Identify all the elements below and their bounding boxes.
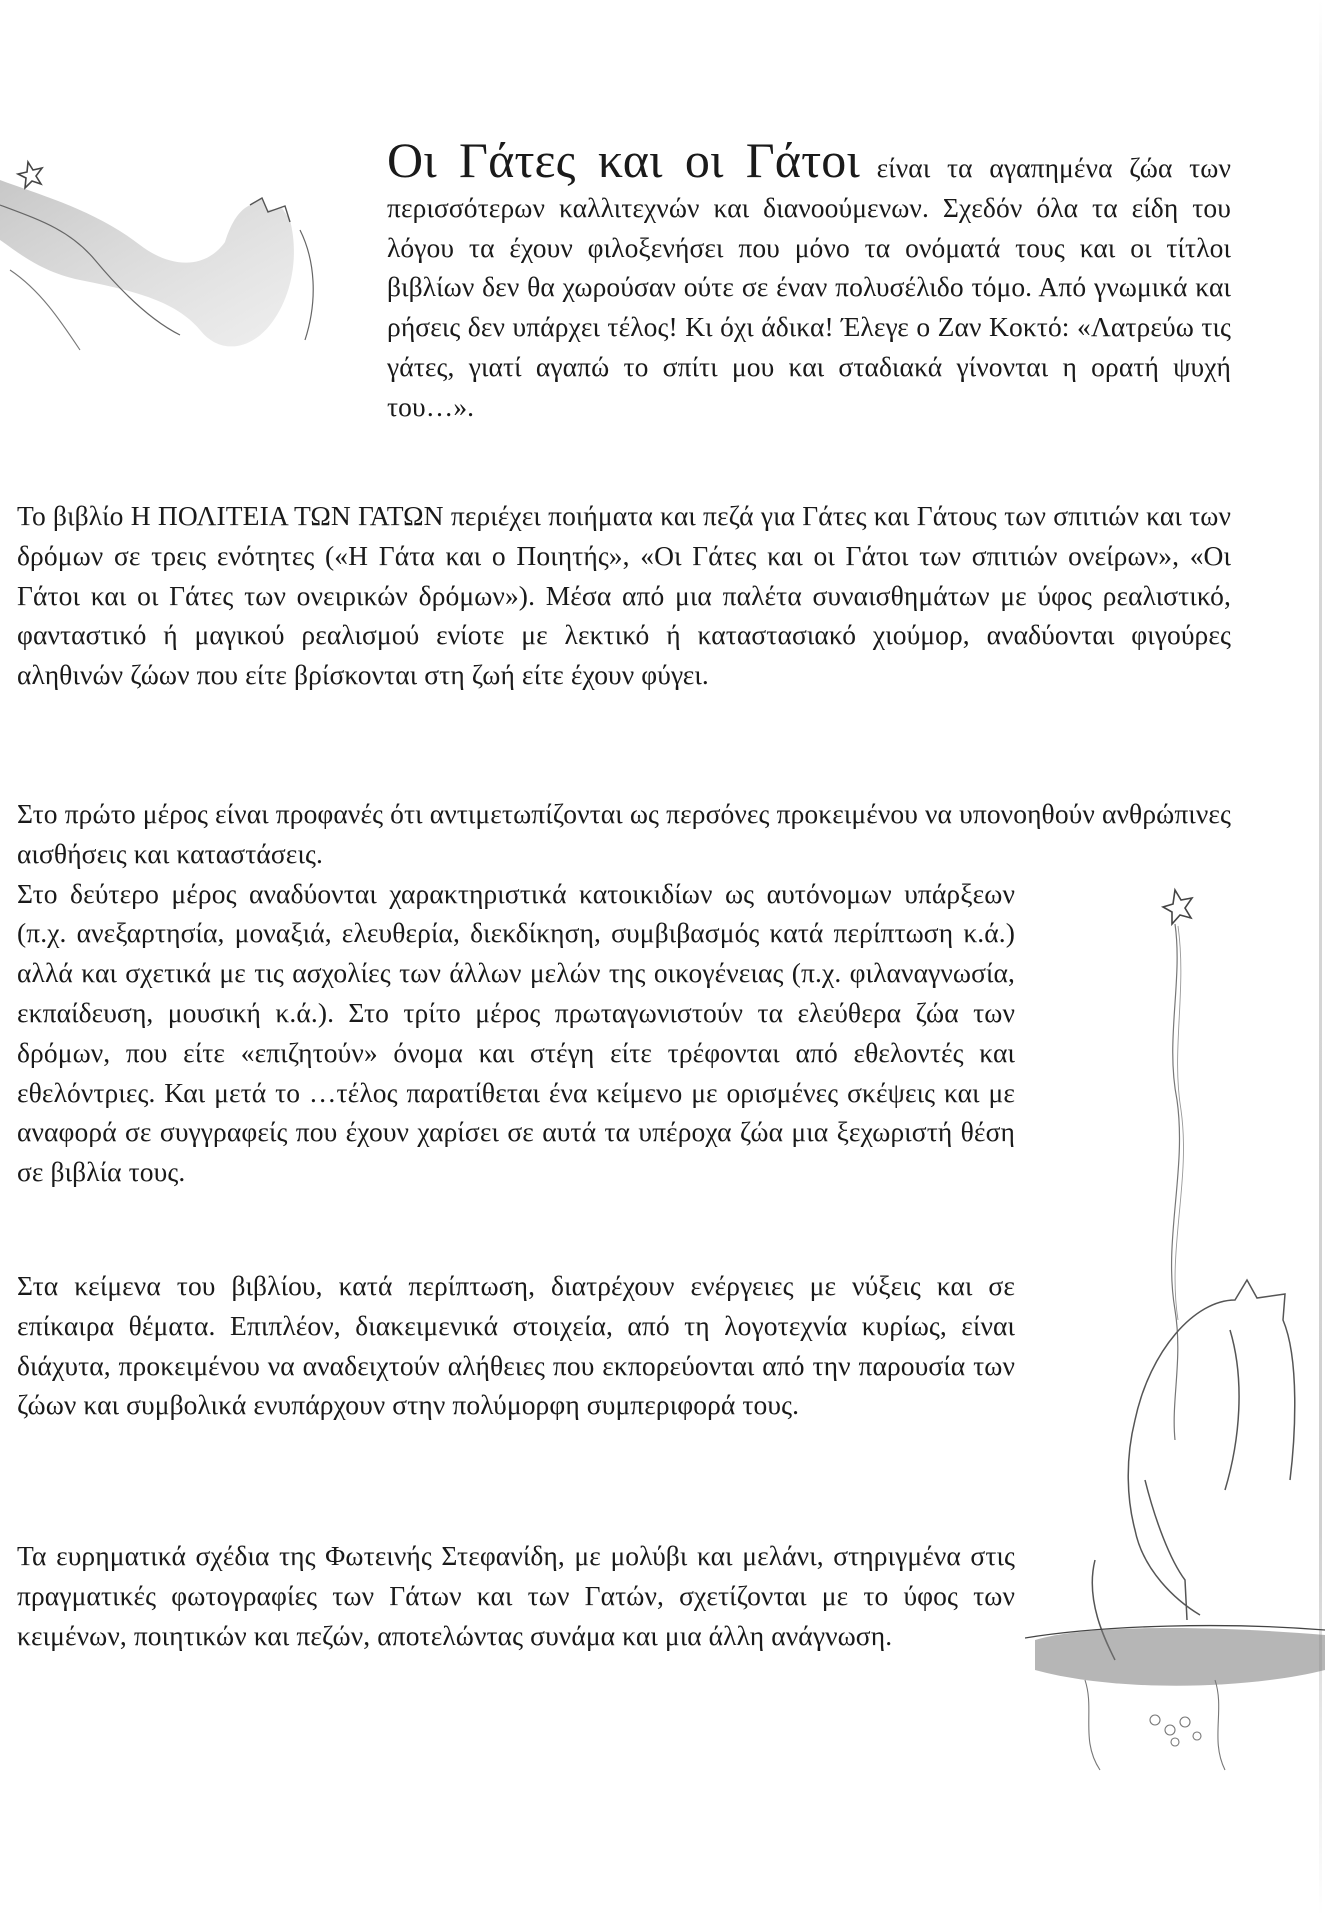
paragraph-intertextuality: Στα κείμενα του βιβλίου, κατά περίπτωση, διατρέχουν ενέργειες με νύξεις και σε επίκαιρα θέματα. Επιπλέον, διακειμενικά στοιχεία, από τη λογοτεχνία κυρίως, είναι διάχυτα, προκειμένου να αναδειχτούν αλήθειες που εκπορεύονται από την παρουσία των ζώων και συμβολικά ενυπάρχουν στην πολύμορφη συμπεριφορά τους. bbox=[17, 1270, 1015, 1421]
paragraph-book-contents: Το βιβλίο Η ΠΟΛΙΤΕΙΑ ΤΩΝ ΓΑΤΩΝ περιέχει ποιήματα και πεζά για Γάτες και Γάτους των σπιτιών και των δρόμων σε τρεις ενότητες («Η Γάτα και ο Ποιητής», «Οι Γάτες και οι Γάτοι των σπιτιών ονείρων», «Οι Γάτοι και οι Γάτες των ονειρικών δρόμων»). Μέσα από μια παλέτα συναισθημάτων με ύφος ρεαλιστικό, φανταστικό ή μαγικού ρεαλισμού ενίοτε με λεκτικό ή καταστασιακό χιούμορ, αναδύονται φιγούρες αληθινών ζώων που είτε βρίσκονται στη ζωή είτε έχουν φύγει. bbox=[17, 500, 1231, 691]
cat-outline bbox=[1092, 1280, 1294, 1660]
star-icon bbox=[18, 162, 42, 188]
paragraph-illustrations: Τα ευρηματικά σχέδια της Φωτεινής Στεφανίδη, με μολύβι και μελάνι, στηριγμένα στις πραγματικές φωτογραφίες των Γάτων και των Γατών, σχετίζονται με το ύφος των κειμένων, ποιητικών και πεζών, αποτελώντας συνάμα και μια άλλη ανάγνωση. bbox=[17, 1540, 1015, 1651]
paragraph-book-parts bbox=[17, 794, 1231, 1192]
paragraph-book-parts-first: Στο πρώτο μέρος είναι προφανές ότι αντιμετωπίζονται ως περσόνες προκειμένου να υπονοηθούν ανθρώπινες αισθήσεις και καταστάσεις. bbox=[17, 798, 1231, 869]
intro-text: είναι τα αγαπημένα ζώα των περισσότερων καλλιτεχνών και διανοούμενων. Σχεδόν όλα τα είδη του λόγου τα έχουν φιλοξενήσει που μόνο τα ονόματά τους και οι τίτλοι βιβλίων δεν θα χωρούσαν ούτε σε έναν πολυσέλιδο τόμο. Από γνωμικά και ρήσεις δεν υπάρχει τέλος! Κι όχι άδικα! Έλεγε ο Ζαν Κοκτό: «Λατρεύω τις γάτες, γιατί αγαπώ το σπίτι μου και σταδιακά γίνονται η ορατή ψυχή του…». bbox=[387, 152, 1232, 422]
intro-paragraph bbox=[387, 132, 1232, 427]
paragraph-book-parts-rest: Στο δεύτερο μέρος αναδύονται χαρακτηριστικά κατοικιδίων ως αυτόνομων υπάρξεων (π.χ. ανεξαρτησία, μοναξιά, ελευθερία, διεκδίκηση, συμβιβασμός κατά περίπτωση κ.ά.) αλλά και σχετικά με τις ασχολίες των άλλων μελών της οικογένειας (π.χ. φιλαναγνωσία, εκπαίδευση, μουσική κ.ά.). Στο τρίτο μέρος πρωταγωνιστούν τα ελεύθερα ζώα των δρόμων, που είτε «επιζητούν» όνομα και στέγη είτε τρέφονται από εθελοντές και εθελόντριες. Και μετά το …τέλος παρατίθεται ένα κείμενο με ορισμένες σκέψεις και με αναφορά σε συγγραφείς που έχουν χαρίσει σε αυτά τα υπέροχα ζώα μια ξεχωριστή θέση σε βιβλία τους. bbox=[17, 877, 1015, 1188]
intro-lead-title: Οι Γάτες και οι Γάτοι bbox=[387, 132, 860, 188]
cat-sketch-top-left-illustration bbox=[0, 150, 345, 360]
cat-body-wash bbox=[0, 180, 294, 346]
plate-wash bbox=[1035, 1628, 1325, 1686]
